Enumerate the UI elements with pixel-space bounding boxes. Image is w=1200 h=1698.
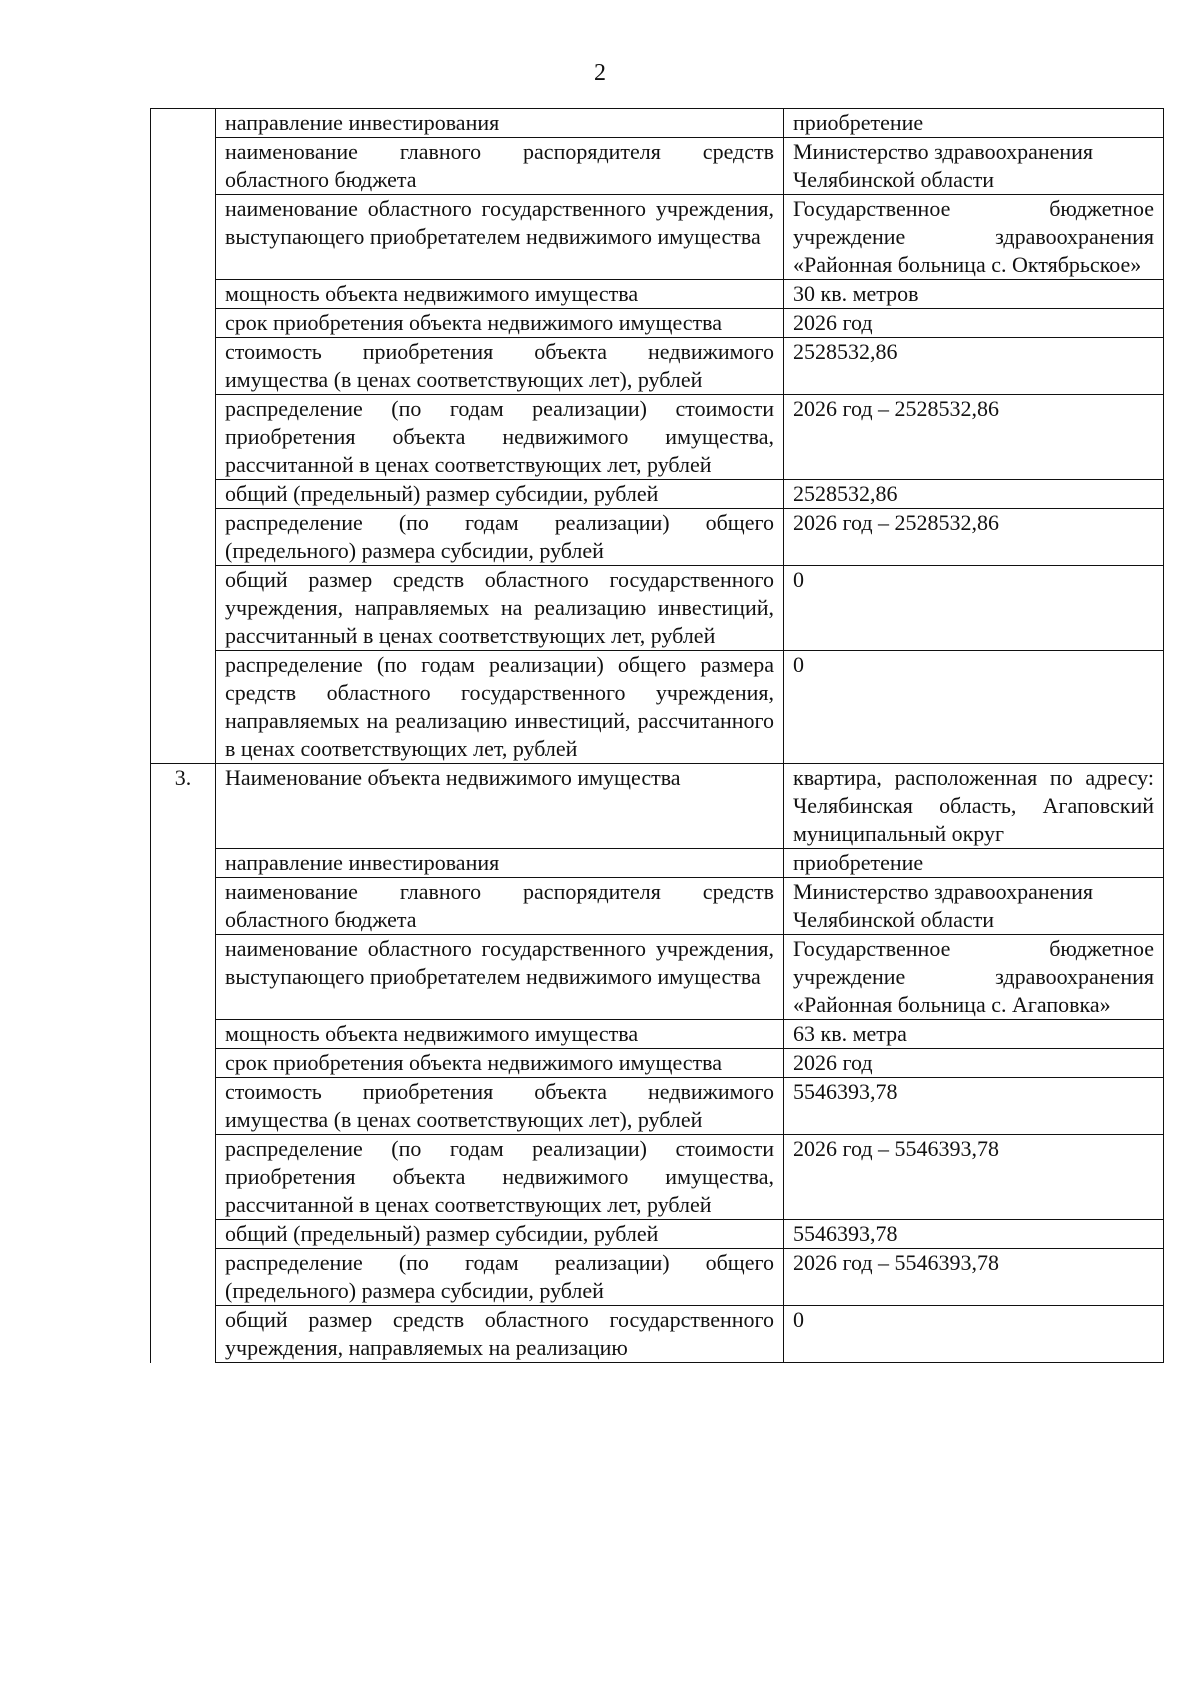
table-row [151, 1078, 1164, 1135]
row-label: распределение (по годам реализации) общего (предельного) размера субсидии, рублей [216, 509, 784, 566]
row-label: мощность объекта недвижимого имущества [216, 280, 784, 309]
row-label: распределение (по годам реализации) стоимости приобретения объекта недвижимого имущества, рассчитанной в ценах соответствующих лет, рублей [216, 1135, 784, 1220]
row-value: 2026 год – 2528532,86 [784, 395, 1164, 480]
investment-table [150, 108, 1164, 1363]
row-label: общий размер средств областного государственного учреждения, направляемых на реализацию инвестиций, рассчитанный в ценах соответствующих лет, рублей [216, 566, 784, 651]
row-number: 3. [151, 764, 216, 1363]
table-row [151, 109, 1164, 138]
table-row [151, 935, 1164, 1020]
row-value: 30 кв. метров [784, 280, 1164, 309]
table-row [151, 1249, 1164, 1306]
row-label: направление инвестирования [216, 849, 784, 878]
row-label: распределение (по годам реализации) общего (предельного) размера субсидии, рублей [216, 1249, 784, 1306]
row-label: наименование главного распорядителя средств областного бюджета [216, 138, 784, 195]
row-label: стоимость приобретения объекта недвижимого имущества (в ценах соответствующих лет), рублей [216, 1078, 784, 1135]
table-row [151, 1020, 1164, 1049]
row-value: 2026 год – 5546393,78 [784, 1249, 1164, 1306]
table-row [151, 764, 1164, 849]
row-value: 5546393,78 [784, 1078, 1164, 1135]
row-label: мощность объекта недвижимого имущества [216, 1020, 784, 1049]
row-label: распределение (по годам реализации) стоимости приобретения объекта недвижимого имущества, рассчитанной в ценах соответствующих лет, рублей [216, 395, 784, 480]
row-label: общий (предельный) размер субсидии, рублей [216, 480, 784, 509]
row-value: 0 [784, 566, 1164, 651]
table-row [151, 1135, 1164, 1220]
table-row [151, 309, 1164, 338]
row-label: срок приобретения объекта недвижимого имущества [216, 309, 784, 338]
row-value: 2026 год [784, 309, 1164, 338]
row-value: 0 [784, 1306, 1164, 1363]
table-row [151, 138, 1164, 195]
table-row [151, 566, 1164, 651]
row-value: 2528532,86 [784, 338, 1164, 395]
table-row [151, 1049, 1164, 1078]
row-label: наименование областного государственного учреждения, выступающего приобретателем недвижимого имущества [216, 935, 784, 1020]
row-label: срок приобретения объекта недвижимого имущества [216, 1049, 784, 1078]
table-row [151, 480, 1164, 509]
table-row [151, 1220, 1164, 1249]
row-value: 2528532,86 [784, 480, 1164, 509]
row-value: Министерство здравоохранения Челябинской области [784, 878, 1164, 935]
table-row [151, 878, 1164, 935]
row-value: приобретение [784, 109, 1164, 138]
row-number-cell [151, 109, 216, 764]
row-value: 2026 год – 5546393,78 [784, 1135, 1164, 1220]
table-row [151, 338, 1164, 395]
row-label: направление инвестирования [216, 109, 784, 138]
row-value: квартира, расположенная по адресу: Челябинская область, Агаповский муниципальный округ [784, 764, 1164, 849]
table-row [151, 1306, 1164, 1363]
row-label: общий размер средств областного государственного учреждения, направляемых на реализацию [216, 1306, 784, 1363]
row-value: 2026 год [784, 1049, 1164, 1078]
table-row [151, 651, 1164, 764]
row-value: Государственное бюджетное учреждение здравоохранения «Районная больница с. Агаповка» [784, 935, 1164, 1020]
row-value: приобретение [784, 849, 1164, 878]
row-label: стоимость приобретения объекта недвижимого имущества (в ценах соответствующих лет), рублей [216, 338, 784, 395]
row-value: 0 [784, 651, 1164, 764]
row-label: наименование главного распорядителя средств областного бюджета [216, 878, 784, 935]
row-value: Министерство здравоохранения Челябинской области [784, 138, 1164, 195]
row-value: 63 кв. метра [784, 1020, 1164, 1049]
table-row [151, 509, 1164, 566]
table-row [151, 395, 1164, 480]
row-value: 2026 год – 2528532,86 [784, 509, 1164, 566]
table-row [151, 280, 1164, 309]
page-number: 2 [594, 60, 606, 86]
row-label: общий (предельный) размер субсидии, рублей [216, 1220, 784, 1249]
row-value: 5546393,78 [784, 1220, 1164, 1249]
row-label: Наименование объекта недвижимого имущества [216, 764, 784, 849]
row-label: распределение (по годам реализации) общего размера средств областного государственного учреждения, направляемых на реализацию инвестиций, рассчитанного в ценах соответствующих лет, рублей [216, 651, 784, 764]
row-label: наименование областного государственного учреждения, выступающего приобретателем недвижимого имущества [216, 195, 784, 280]
row-value: Государственное бюджетное учреждение здравоохранения «Районная больница с. Октябрьское» [784, 195, 1164, 280]
table-row [151, 195, 1164, 280]
table-row [151, 849, 1164, 878]
